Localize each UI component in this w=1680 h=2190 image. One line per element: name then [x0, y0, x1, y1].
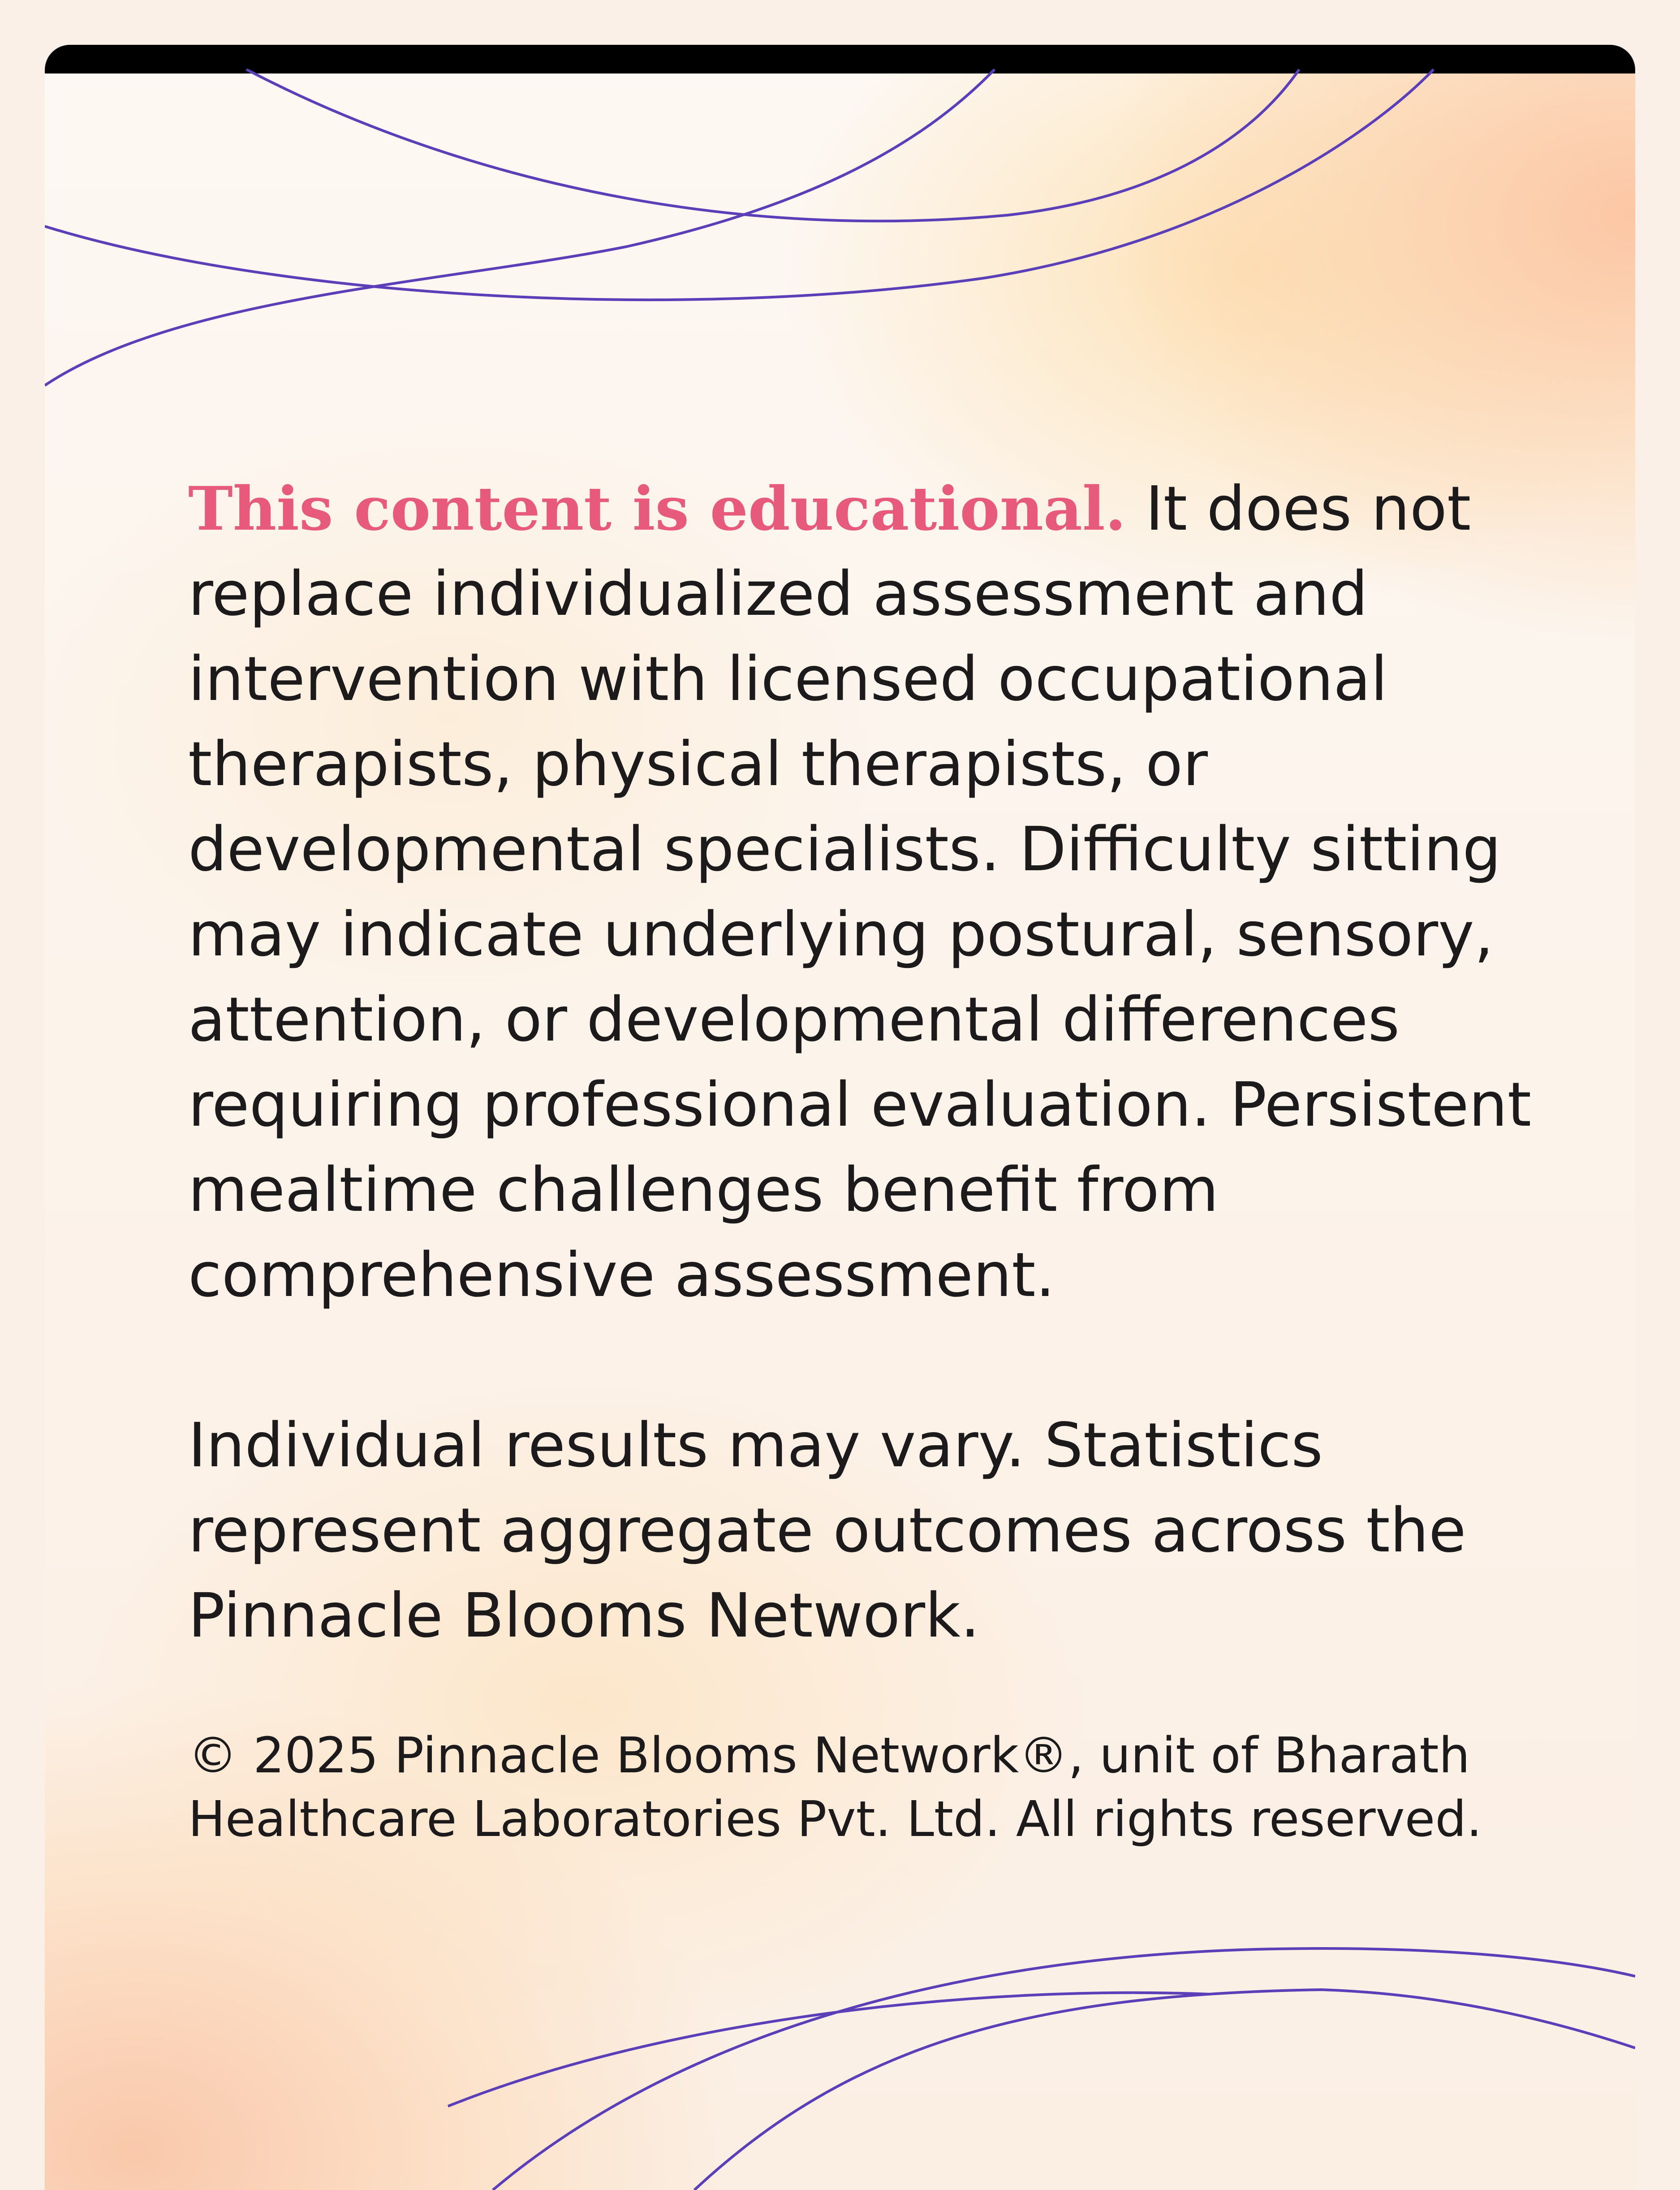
swirl-line-bottom-1	[493, 1948, 1635, 2190]
educational-disclaimer	[188, 466, 1577, 1318]
disclaimer-body: It does not replace individualized assessment and intervention with licensed occupational therapists, physical therapists, or developmental specialists. Difficulty sitting may indicate underlying postural, sensory, attention, or developmental differences requiring professional evaluation. Persistent mealtime challenges benefit from comprehensive assessment.	[188, 474, 1532, 1311]
top-bar	[45, 45, 1635, 73]
disclaimer-content	[188, 466, 1577, 1851]
swirl-line-bottom-3	[448, 1993, 1210, 2106]
disclaimer-card	[45, 45, 1635, 2190]
results-note: Individual results may vary. Statistics represent aggregate outcomes across the Pinnacle Blooms Network.	[188, 1410, 1466, 1651]
swirl-line-bottom-2	[694, 1990, 1635, 2190]
swirl-line-top-2	[45, 69, 1434, 300]
swirl-line-top-1	[246, 69, 1299, 221]
disclaimer-lead: This content is educational.	[188, 473, 1126, 544]
copyright-notice: © 2025 Pinnacle Blooms Network®, unit of Bharath Healthcare Laboratories Pvt. Ltd. All rights reserved.	[188, 1727, 1482, 1848]
swirl-line-top-3	[45, 69, 995, 385]
